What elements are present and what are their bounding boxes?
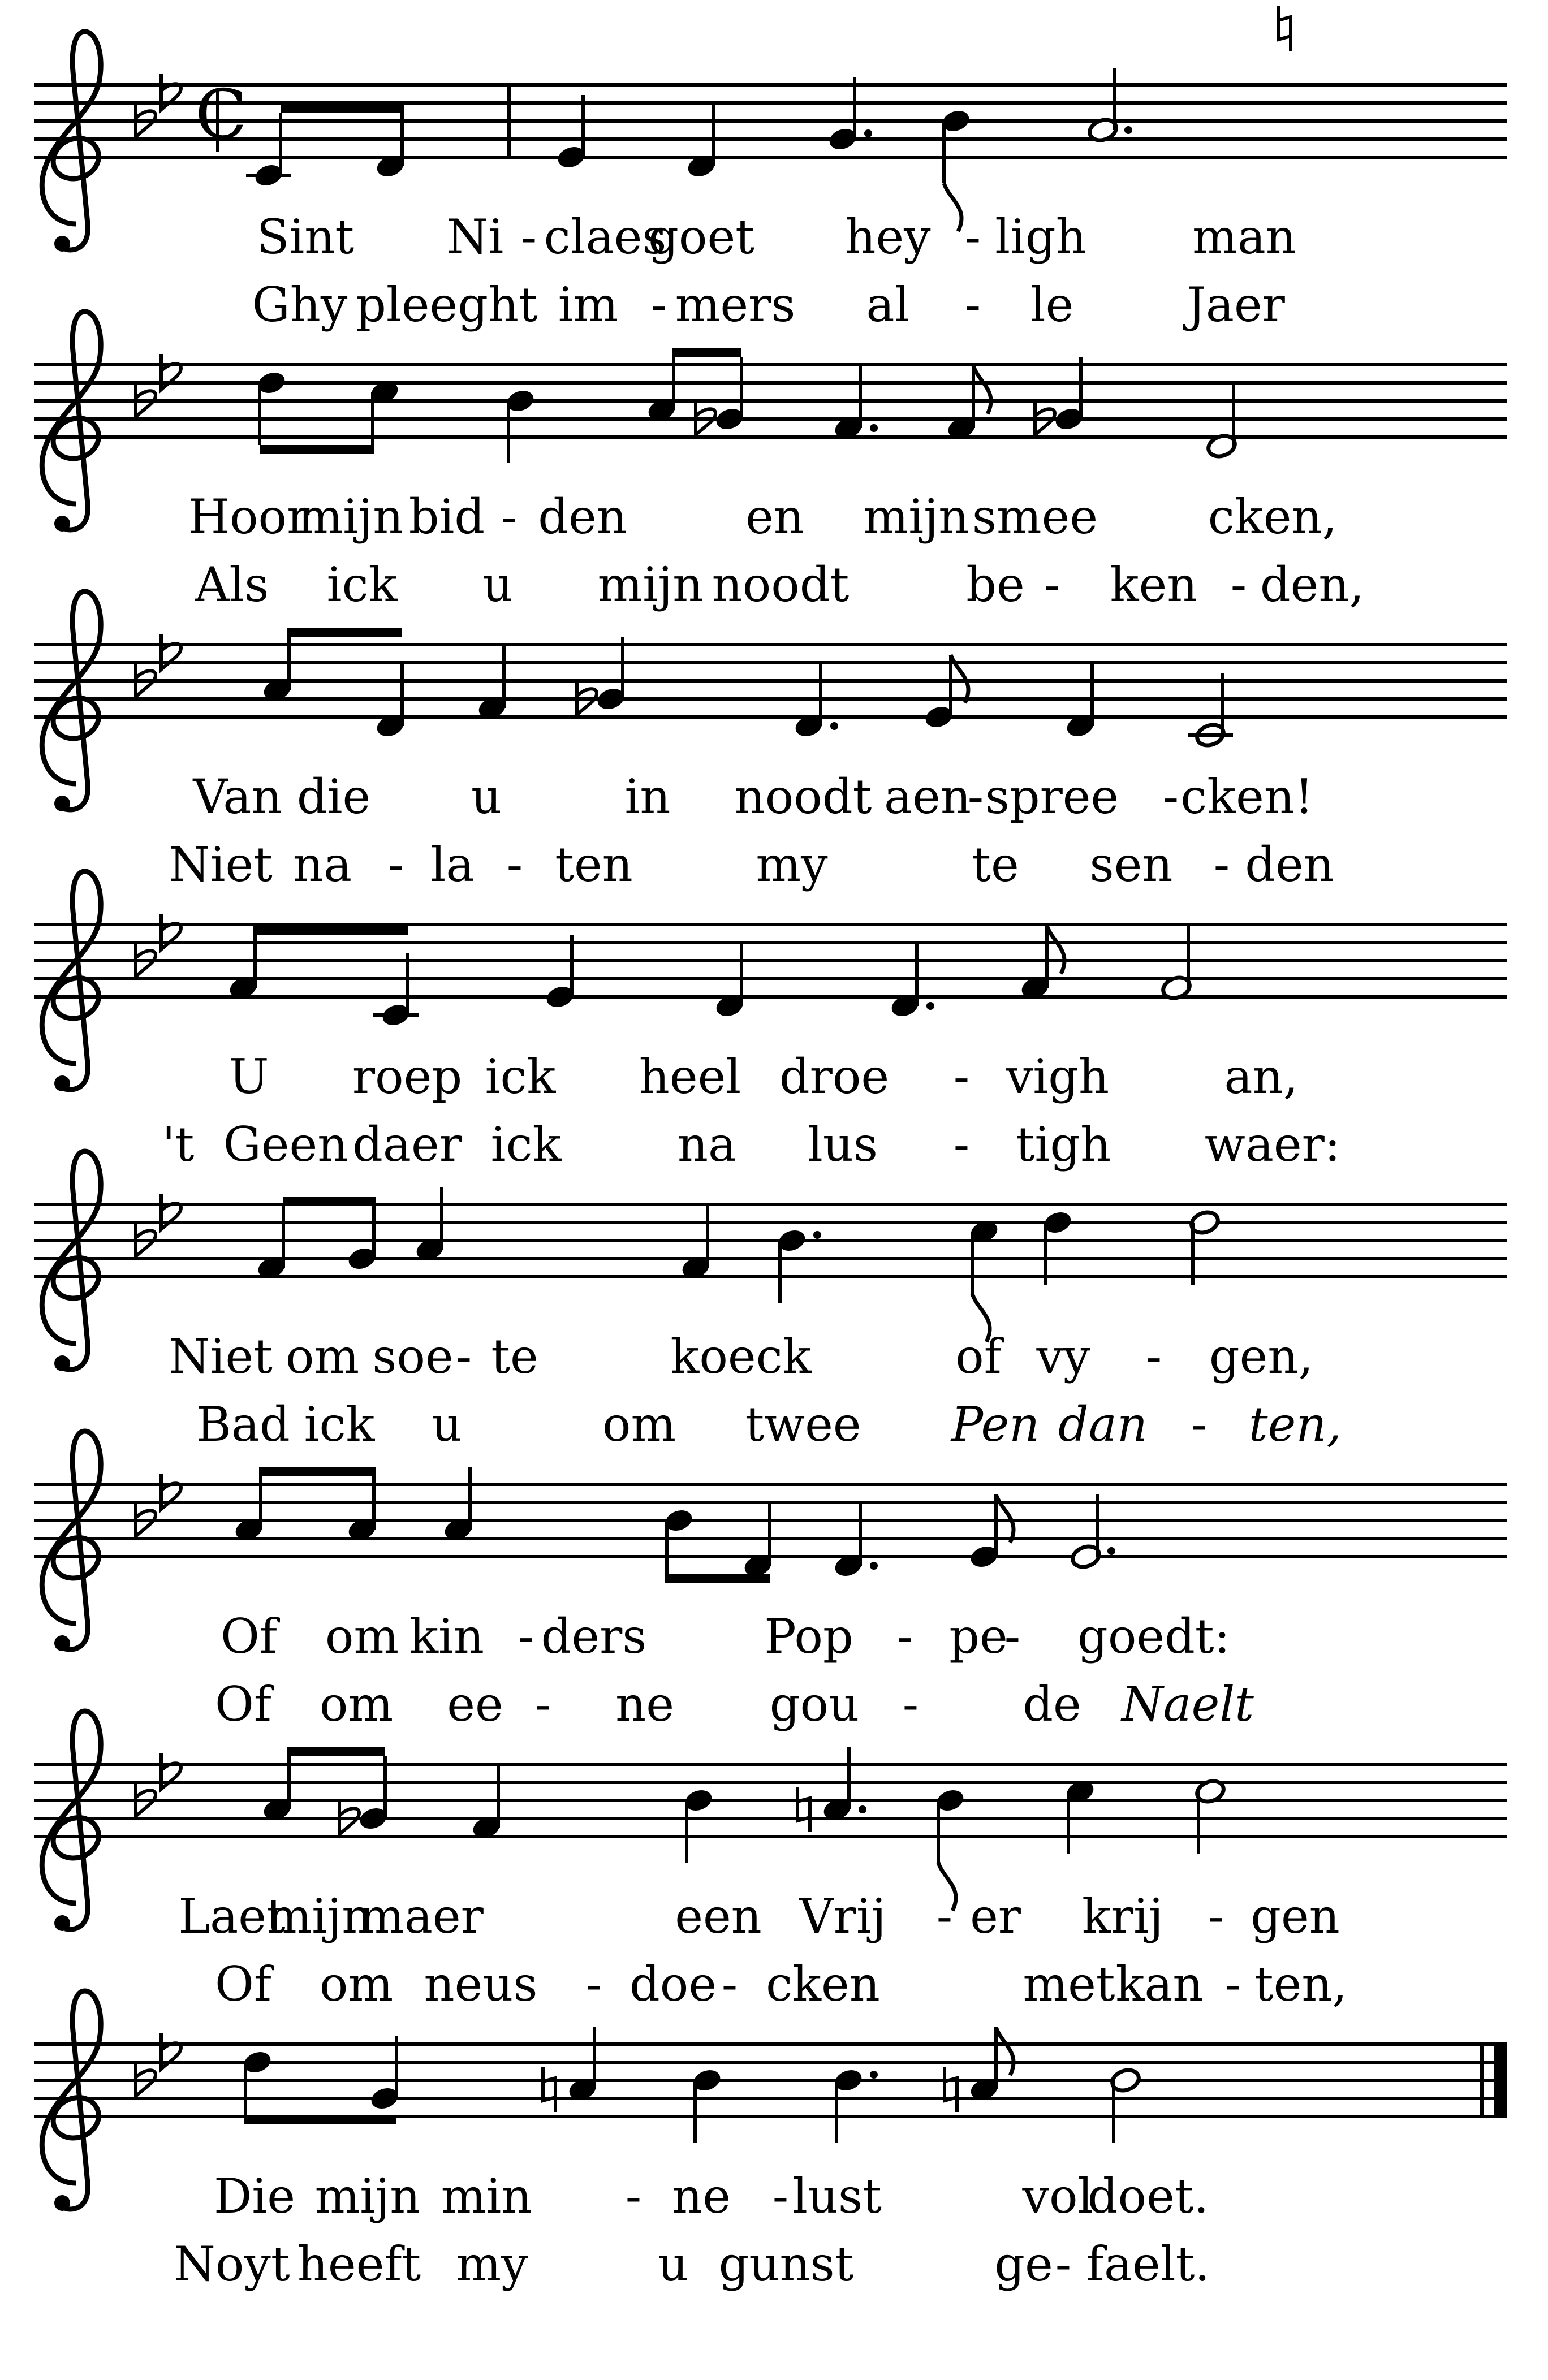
system-2 [34,312,1507,612]
lyric-syllable: Vrij [799,1889,886,1944]
lyric-syllable: twee [745,1397,861,1452]
lyric-syllable: te [491,1329,538,1384]
lyric-syllable: die [296,769,371,824]
note-beam [281,104,402,113]
lyric-syllable: mijn [314,2169,421,2224]
lyric-syllable: claes [544,209,667,265]
lyric-syllable: u [482,557,514,612]
lyric-syllable: cken [766,1956,880,2012]
lyric-syllable: Die [214,2169,295,2224]
lyric-syllable: cken, [1208,489,1338,545]
system-6 [34,1431,1507,1732]
lyric-hyphen: - [953,1117,970,1172]
lyric-hyphen: - [896,1609,913,1664]
lyric-syllable: mijn [297,489,404,545]
treble-clef-icon [42,1991,101,2211]
lyric-syllable: lus [807,1117,878,1172]
treble-clef-icon [42,1431,101,1651]
lyric-syllable: doe [629,1956,717,2012]
lyric-hyphen: - [585,1956,602,2012]
note-beam [245,2115,396,2124]
lyric-syllable: lust [792,2169,882,2224]
lyric-syllable: U [228,1049,269,1104]
lyric-hyphen: - [534,1677,551,1732]
augmentation-dot [870,1562,878,1570]
eighth-flag [996,2027,1014,2075]
natural-icon [797,1787,810,1832]
lyric-syllable: Pop [764,1609,853,1664]
lyric-syllable: Naelt [1122,1677,1254,1732]
lyric-hyphen: - [501,489,518,545]
lyric-syllable: u [431,1397,463,1452]
lyric-syllable: my [456,2236,528,2292]
lyric-syllable: daer [352,1117,462,1172]
lyric-syllable: na [292,837,352,892]
flat-icon [136,661,156,697]
flat-icon [1035,399,1055,435]
flat-icon [696,399,715,435]
lyric-syllable: koeck [670,1329,812,1384]
treble-clef-icon [42,871,101,1091]
lyric-syllable: tigh [1015,1117,1111,1172]
lyric-hyphen: - [518,1609,534,1664]
lyric-syllable: goet [648,209,754,265]
note-beam [260,445,373,454]
flat-icon [577,679,597,715]
lyric-syllable: be [966,557,1025,612]
lyric-syllable: Ni [446,209,504,265]
lyric-syllable: te [972,837,1019,892]
treble-clef-icon [42,312,101,532]
system-4 [34,871,1507,1172]
lyric-syllable: ders [541,1609,647,1664]
lyric-syllable: mijn [266,1889,373,1944]
lyric-syllable: ick [326,557,398,612]
augmentation-dot [830,722,838,730]
cut-time-icon: C [195,76,247,154]
augmentation-dot [813,1231,821,1239]
system-8 [34,1991,1507,2292]
lyric-syllable: pleeght [356,277,538,332]
note-beam [261,1467,374,1476]
lyric-syllable: of [955,1329,1002,1384]
lyric-hyphen: - [1230,557,1247,612]
lyric-syllable: gen, [1209,1329,1314,1384]
lyric-hyphen: - [520,209,537,265]
lyric-syllable: en [745,489,804,545]
lyric-hyphen: - [964,277,981,332]
lyric-hyphen: - [936,1889,953,1944]
system-7 [34,1711,1507,2012]
lyric-syllable: vigh [1006,1049,1110,1104]
lyric-syllable: soe [372,1329,454,1384]
note-beam [283,1197,374,1206]
lyric-syllable: krij [1082,1889,1163,1944]
lyric-syllable: de [1023,1677,1081,1732]
lyric-syllable: na [677,1117,737,1172]
flat-icon [136,101,156,137]
lyric-syllable: sen [1089,837,1173,892]
lyric-syllable: spree [985,769,1119,824]
lyric-hyphen: - [967,769,984,824]
flat-icon [136,2061,156,2096]
lyric-syllable: vol [1022,2169,1093,2224]
flat-icon [136,1221,156,1256]
lyric-syllable: ick [304,1397,375,1452]
lyric-syllable: faelt. [1086,2236,1210,2292]
lyric-syllable: Ghy [252,277,348,332]
lyric-syllable: roep [352,1049,463,1104]
lyric-syllable: pe [949,1609,1008,1664]
note-beam [255,926,408,935]
lyric-syllable: waer: [1204,1117,1341,1172]
lyric-syllable: mers [675,277,796,332]
augmentation-dot [926,1002,934,1010]
lyric-hyphen: - [1162,769,1179,824]
lyric-syllable: noodt [734,769,872,824]
lyric-hyphen: - [1208,1889,1224,1944]
lyric-syllable: an, [1224,1049,1299,1104]
augmentation-dot [870,424,878,432]
treble-clef-icon [42,591,101,811]
lyric-syllable: u [471,769,502,824]
lyric-syllable: Hoor [188,489,310,545]
lyric-syllable: my [756,837,828,892]
lyric-syllable: ick [485,1049,556,1104]
augmentation-dot [859,1805,866,1813]
system-5 [34,1151,1507,1452]
flat-icon [136,1781,156,1816]
note-beam [667,1574,770,1583]
flat-icon [136,941,156,977]
treble-clef-icon [42,32,101,252]
lyric-hyphen: - [721,1956,738,2012]
lyric-syllable: Niet [169,837,273,892]
lyric-syllable: dan [1058,1397,1148,1452]
lyric-syllable: droe [779,1049,890,1104]
lyric-syllable: Niet [169,1329,273,1384]
score-systems [34,6,1507,2292]
lyric-syllable: den [1245,837,1334,892]
lyric-syllable: bid [408,489,485,545]
lyric-syllable: om [285,1329,360,1384]
natural-icon [543,2067,555,2112]
lyric-syllable: gou [769,1677,860,1732]
lyric-syllable: maer [359,1889,484,1944]
lyric-syllable: Of [221,1609,277,1664]
lyric-syllable: Of [215,1677,271,1732]
augmentation-dot [864,129,872,137]
lyric-syllable: la [430,837,475,892]
lyric-syllable: neus [424,1956,538,2012]
lyric-syllable: hey [845,209,931,265]
lyric-hyphen: - [1055,2236,1072,2292]
lyric-syllable: doet. [1087,2169,1209,2224]
lyric-syllable: den, [1260,557,1365,612]
lyric-syllable: Jaer [1187,277,1285,332]
note-beam [674,348,741,357]
augmentation-dot [1124,126,1132,134]
lyric-syllable: ten [555,837,633,892]
eighth-flag [973,366,991,414]
lyric-syllable: Pen [951,1397,1040,1452]
lyric-syllable: min [441,2169,532,2224]
lyric-syllable: kin [409,1609,484,1664]
lyric-syllable: u [657,2236,689,2292]
lyric-hyphen: - [650,277,667,332]
treble-clef-icon [42,1711,101,1931]
final-barline-thick [1494,2044,1507,2116]
lyric-syllable: goedt: [1077,1609,1230,1664]
lyric-hyphen: - [1145,1329,1162,1384]
lyric-syllable: ee [447,1677,503,1732]
note-beam [289,628,402,637]
lyric-syllable: een [675,1889,762,1944]
lyric-syllable: ten, [1248,1397,1342,1452]
lyric-syllable: heel [639,1049,741,1104]
lyric-syllable: om [325,1609,399,1664]
lyric-hyphen: - [1191,1397,1208,1452]
lyric-hyphen: - [455,1329,472,1384]
lyric-syllable: om [319,1956,394,2012]
lyric-hyphen: - [1213,837,1230,892]
eighth-flag [1047,926,1064,974]
lyric-syllable: Sint [256,209,355,265]
lyric-hyphen: - [772,2169,789,2224]
lyric-syllable: gunst [718,2236,854,2292]
system-3 [34,591,1507,892]
augmentation-dot [870,2071,878,2079]
lyric-syllable: Geen [223,1117,348,1172]
lyric-syllable: er [970,1889,1021,1944]
flat-icon [136,1501,156,1536]
eighth-flag [944,183,961,231]
lyric-syllable: 't [162,1117,195,1172]
lyric-hyphen: - [1224,1956,1241,2012]
lyric-syllable: gen [1251,1889,1340,1944]
lyric-syllable: mijn [597,557,704,612]
system-1 [34,6,1507,332]
lyric-syllable: aen [884,769,971,824]
lyric-syllable: noodt [712,557,850,612]
lyric-syllable: Of [215,1956,271,2012]
lyric-syllable: met [1023,1956,1115,2012]
lyric-hyphen: - [953,1049,970,1104]
lyric-syllable: om [319,1677,394,1732]
lyric-syllable: al [866,277,910,332]
augmentation-dot [1107,1547,1115,1555]
lyric-syllable: cken! [1180,769,1314,824]
lyric-syllable: vy [1036,1329,1090,1384]
lyric-syllable: ge [994,2236,1053,2292]
lyric-syllable: man [1192,209,1296,265]
lyric-hyphen: - [964,209,981,265]
lyric-syllable: im [558,277,619,332]
flat-icon [339,1799,359,1834]
lyric-syllable: ick [490,1117,562,1172]
lyric-syllable: om [602,1397,676,1452]
lyric-hyphen: - [625,2169,642,2224]
flat-icon [136,381,156,417]
lyric-syllable: den [538,489,627,545]
natural-icon [945,2067,957,2112]
lyric-syllable: Als [195,557,269,612]
lyric-hyphen: - [506,837,523,892]
lyric-hyphen: - [902,1677,919,1732]
lyric-syllable: in [624,769,671,824]
lyric-syllable: Bad [196,1397,290,1452]
lyric-syllable: ne [615,1677,674,1732]
lyric-syllable: ten, [1254,1956,1348,2012]
lyric-syllable: Noyt [174,2236,290,2292]
lyric-syllable: ligh [995,209,1086,265]
natural-icon [1278,6,1291,51]
lyric-syllable: smee [972,489,1098,545]
lyric-syllable: Van [193,769,282,824]
lyric-syllable: Laet [178,1889,286,1944]
note-beam [289,1747,385,1756]
lyric-syllable: ken [1110,557,1198,612]
lyric-hyphen: - [1004,1609,1021,1664]
lyric-syllable: kan [1115,1956,1204,2012]
lyric-syllable: ne [672,2169,731,2224]
lyric-syllable: le [1030,277,1074,332]
lyric-syllable: heeft [297,2236,421,2292]
lyric-syllable: mijn [863,489,969,545]
lyric-hyphen: - [1044,557,1060,612]
treble-clef-icon [42,1151,101,1371]
lyric-hyphen: - [387,837,404,892]
